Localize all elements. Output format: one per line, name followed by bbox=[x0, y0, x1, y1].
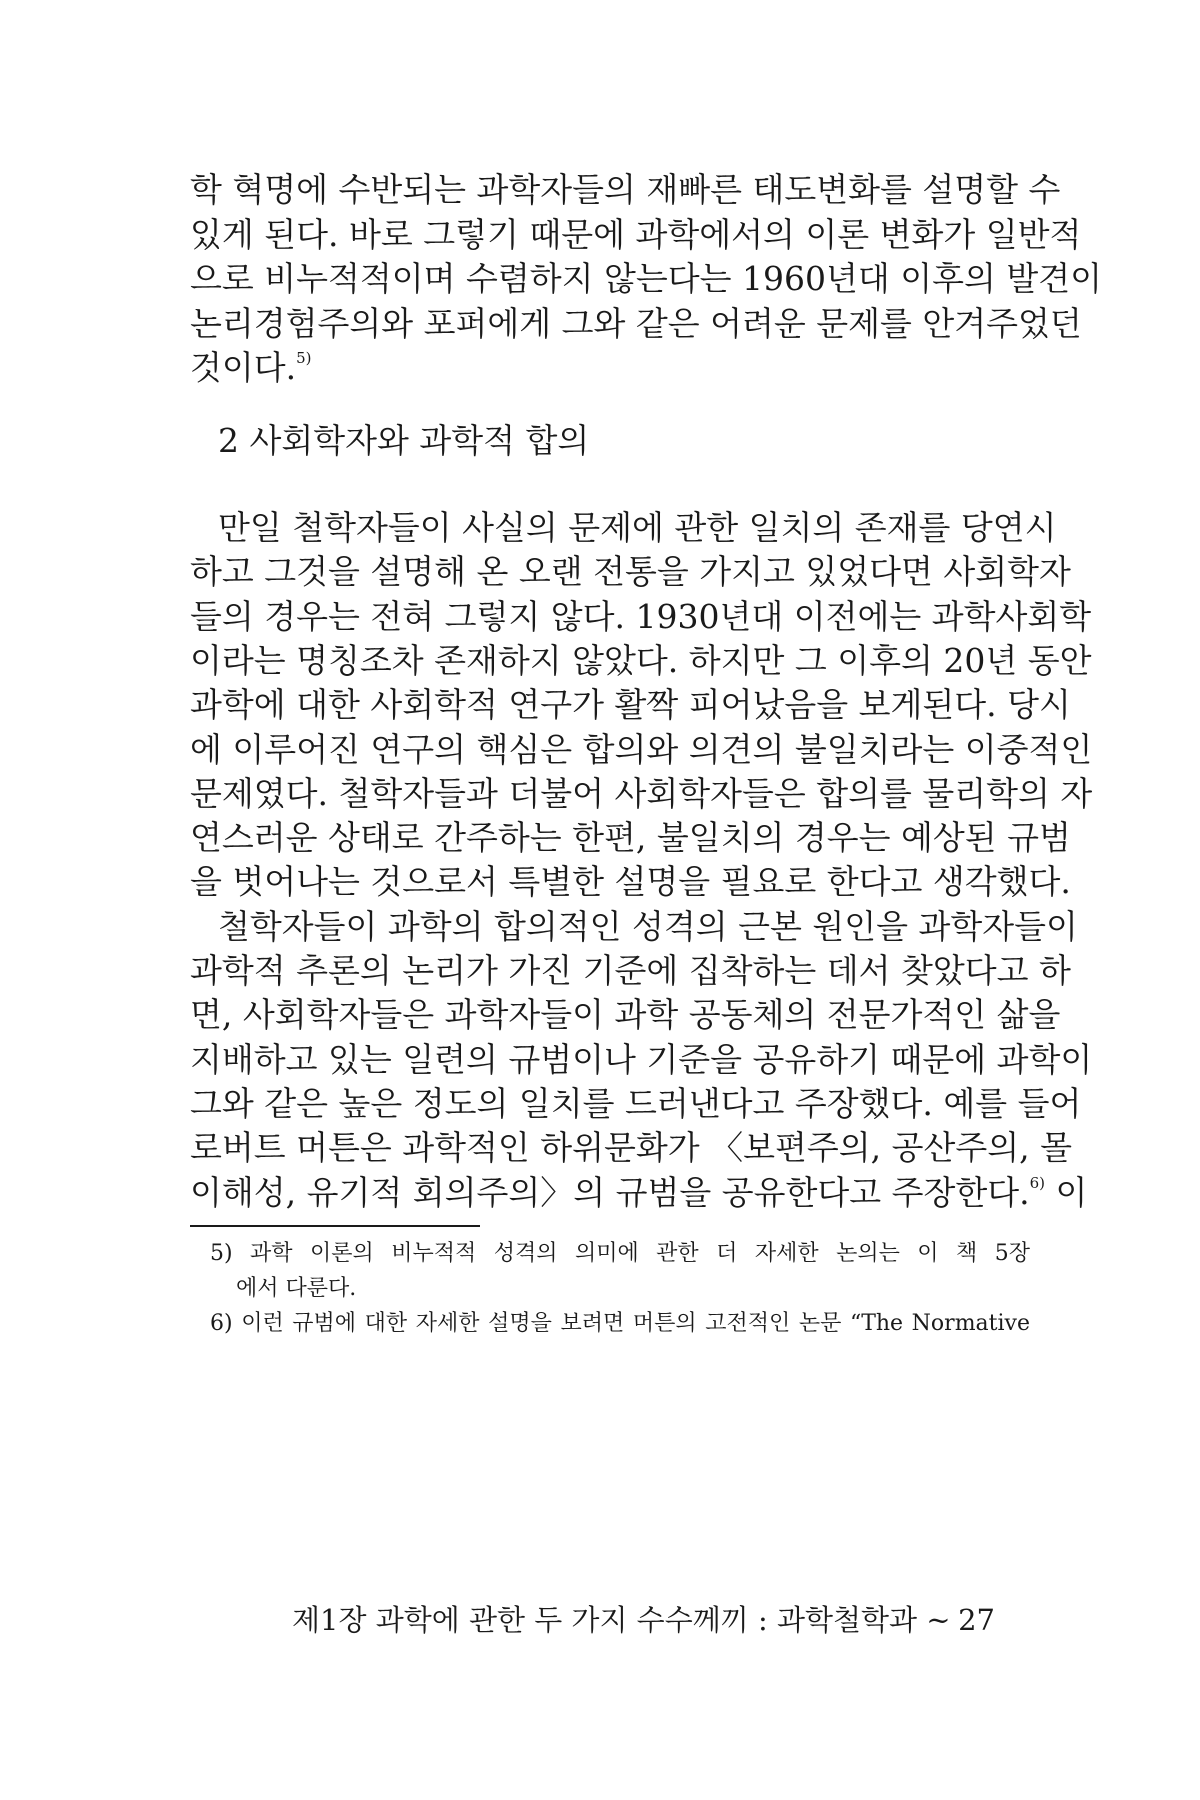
body-line bbox=[190, 346, 1035, 390]
body-line: 에 이루어진 연구의 핵심은 합의와 의견의 불일치라는 이중적인 bbox=[190, 730, 1093, 769]
body-line: 이라는 명칭조차 존재하지 않았다. 하지만 그 이후의 20년 동안 bbox=[190, 641, 1092, 680]
body-line: 면, 사회학자들은 과학자들이 과학 공동체의 전문가적인 삶을 bbox=[190, 995, 1061, 1034]
body-line: 문제였다. 철학자들과 더불어 사회학자들은 합의를 물리학의 자 bbox=[190, 774, 1093, 813]
page-footer bbox=[292, 1600, 995, 1640]
body-line: 논리경험주의와 포퍼에게 그와 같은 어려운 문제를 안겨주었던 bbox=[190, 304, 1082, 343]
body-line: 들의 경우는 전혀 그렇지 않다. 1930년대 이전에는 과학사회학 bbox=[190, 597, 1092, 636]
body-line: 학 혁명에 수반되는 과학자들의 재빠른 태도변화를 설명할 수 bbox=[190, 170, 1061, 209]
running-title: 제1장 과학에 관한 두 가지 수수께끼 : 과학철학과 ~ bbox=[292, 1603, 951, 1637]
footnote-5-line-2: 에서 다룬다. bbox=[236, 1276, 357, 1301]
body-line: 으로 비누적적이며 수렴하지 않는다는 1960년대 이후의 발견이 bbox=[190, 259, 1102, 298]
body-line bbox=[190, 1171, 1088, 1215]
body-line: 그와 같은 높은 정도의 일치를 드러낸다고 주장했다. 예를 들어 bbox=[190, 1084, 1082, 1123]
body-line: 지배하고 있는 일련의 규범이나 기준을 공유하기 때문에 과학이 bbox=[190, 1040, 1093, 1079]
body-line-text: 이해성, 유기적 회의주의〉의 규범을 공유한다고 주장한다. bbox=[190, 1173, 1030, 1212]
footnote-rule bbox=[190, 1225, 480, 1227]
body-line: 하고 그것을 설명해 온 오랜 전통을 가지고 있었다면 사회학자 bbox=[190, 552, 1071, 591]
body-line-text: 이 bbox=[1045, 1173, 1088, 1212]
footnote-ref: 6) bbox=[1029, 1174, 1046, 1192]
footnote-ref: 5) bbox=[296, 349, 312, 367]
body-line: 을 벗어나는 것으로서 특별한 설명을 필요로 한다고 생각했다. bbox=[190, 862, 1071, 901]
body-line: 로버트 머튼은 과학적인 하위문화가 〈보편주의, 공산주의, 몰 bbox=[190, 1128, 1072, 1167]
body-line: 연스러운 상태로 간주하는 한편, 불일치의 경우는 예상된 규범 bbox=[190, 818, 1071, 857]
footnote-6-line-1: 6) 이런 규범에 대한 자세한 설명을 보려면 머튼의 고전적인 논문 “The Normative bbox=[210, 1311, 1030, 1336]
body-line: 철학자들이 과학의 합의적인 성격의 근본 원인을 과학자들이 bbox=[218, 907, 1078, 946]
body-line: 있게 된다. 바로 그렇기 때문에 과학에서의 이론 변화가 일반적 bbox=[190, 215, 1082, 254]
body-line-text: 것이다. bbox=[190, 348, 297, 387]
footnote-5-line-1: 5) 과학 이론의 비누적적 성격의 의미에 관한 더 자세한 논의는 이 책 5장 bbox=[210, 1241, 1030, 1266]
body-line: 과학에 대한 사회학적 연구가 활짝 피어났음을 보게된다. 당시 bbox=[190, 685, 1071, 724]
section-heading: 2 사회학자와 과학적 합의 bbox=[218, 421, 590, 460]
page-number: 27 bbox=[958, 1603, 995, 1637]
body-line: 과학적 추론의 논리가 가진 기준에 집착하는 데서 찾았다고 하 bbox=[190, 951, 1071, 990]
body-line: 만일 철학자들이 사실의 문제에 관한 일치의 존재를 당연시 bbox=[218, 508, 1057, 547]
